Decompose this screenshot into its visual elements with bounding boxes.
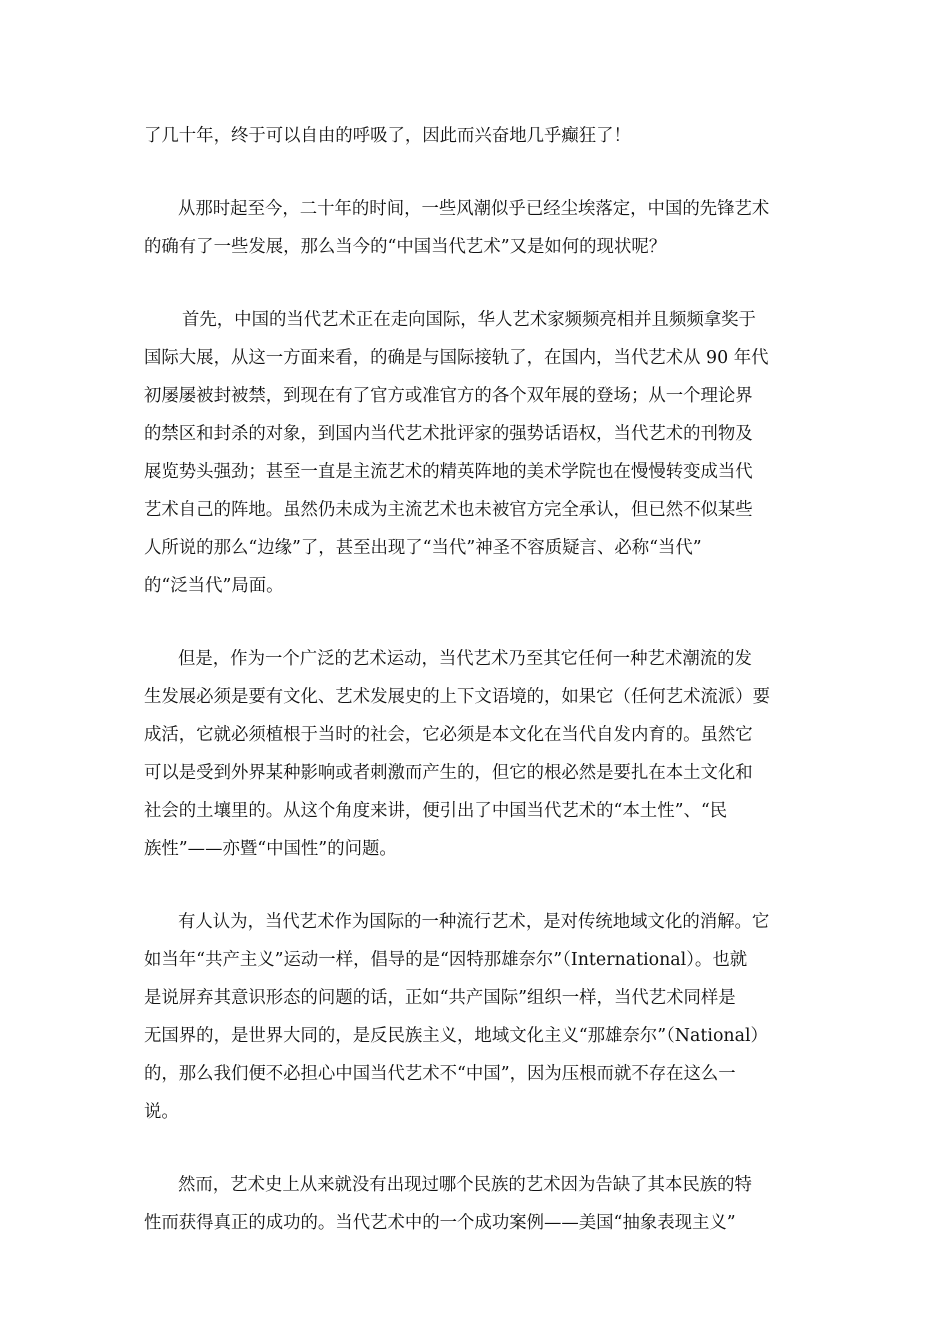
text-line: 如当年“共产主义”运动一样，倡导的是“因特那雄奈尔”（International）。也就 (144, 950, 748, 970)
text-line: 是说屏弃其意识形态的问题的话，正如“共产国际”组织一样，当代艺术同样是 (144, 988, 736, 1008)
text-line: 可以是受到外界某种影响或者刺激而产生的，但它的根必然是要扎在本土文化和 (144, 763, 753, 783)
text-line: 生发展必须是要有文化、艺术发展史的上下文语境的，如果它（任何艺术流派）要 (144, 687, 771, 707)
text-line: 首先，中国的当代艺术正在走向国际，华人艺术家频频亮相并且频频拿奖于 (182, 310, 756, 330)
paragraph-6 (144, 1166, 808, 1242)
text-line: 但是，作为一个广泛的艺术运动，当代艺术乃至其它任何一种艺术潮流的发 (178, 649, 752, 669)
text-line: 国际大展，从这一方面来看，的确是与国际接轨了，在国内，当代艺术从 90 年代 (144, 348, 769, 368)
text-line: 的“泛当代”局面。 (144, 576, 284, 596)
text-line: 初屡屡被封被禁，到现在有了官方或准官方的各个双年展的登场；从一个理论界 (144, 386, 753, 406)
text-line: 无国界的，是世界大同的，是反民族主义，地域文化主义“那雄奈尔”（National） (144, 1026, 768, 1046)
text-line: 有人认为，当代艺术作为国际的一种流行艺术，是对传统地域文化的消解。它 (178, 912, 770, 932)
paragraph-2 (144, 190, 808, 266)
paragraph-3 (144, 301, 808, 605)
text-line: 了几十年，终于可以自由的呼吸了，因此而兴奋地几乎癫狂了！ (144, 126, 631, 146)
paragraph-1 (144, 117, 808, 155)
text-line: 成活，它就必须植根于当时的社会，它必须是本文化在当代自发内育的。虽然它 (144, 725, 753, 745)
text-line: 从那时起至今，二十年的时间，一些风潮似乎已经尘埃落定，中国的先锋艺术 (178, 199, 770, 219)
text-line: 族性”——亦暨“中国性”的问题。 (144, 839, 397, 859)
text-line: 性而获得真正的成功的。当代艺术中的一个成功案例——美国“抽象表现主义” (144, 1213, 736, 1233)
text-line: 说。 (144, 1102, 179, 1122)
text-line: 展览势头强劲；甚至一直是主流艺术的精英阵地的美术学院也在慢慢转变成当代 (144, 462, 753, 482)
text-line: 艺术自己的阵地。虽然仍未成为主流艺术也未被官方完全承认，但已然不似某些 (144, 500, 753, 520)
text-line: 的禁区和封杀的对象，到国内当代艺术批评家的强势话语权，当代艺术的刊物及 (144, 424, 753, 444)
body-text (144, 117, 808, 1277)
text-line: 然而，艺术史上从来就没有出现过哪个民族的艺术因为告缺了其本民族的特 (178, 1175, 752, 1195)
text-line: 人所说的那么“边缘”了，甚至出现了“当代”神圣不容质疑言、必称“当代” (144, 538, 702, 558)
paragraph-5 (144, 903, 808, 1131)
paragraph-4 (144, 640, 808, 868)
text-line: 的，那么我们便不必担心中国当代艺术不“中国”，因为压根而就不存在这么一 (144, 1064, 736, 1084)
text-line: 社会的土壤里的。从这个角度来讲，便引出了中国当代艺术的“本土性”、“民 (144, 801, 728, 821)
text-line: 的确有了一些发展，那么当今的“中国当代艺术”又是如何的现状呢？ (144, 237, 667, 257)
